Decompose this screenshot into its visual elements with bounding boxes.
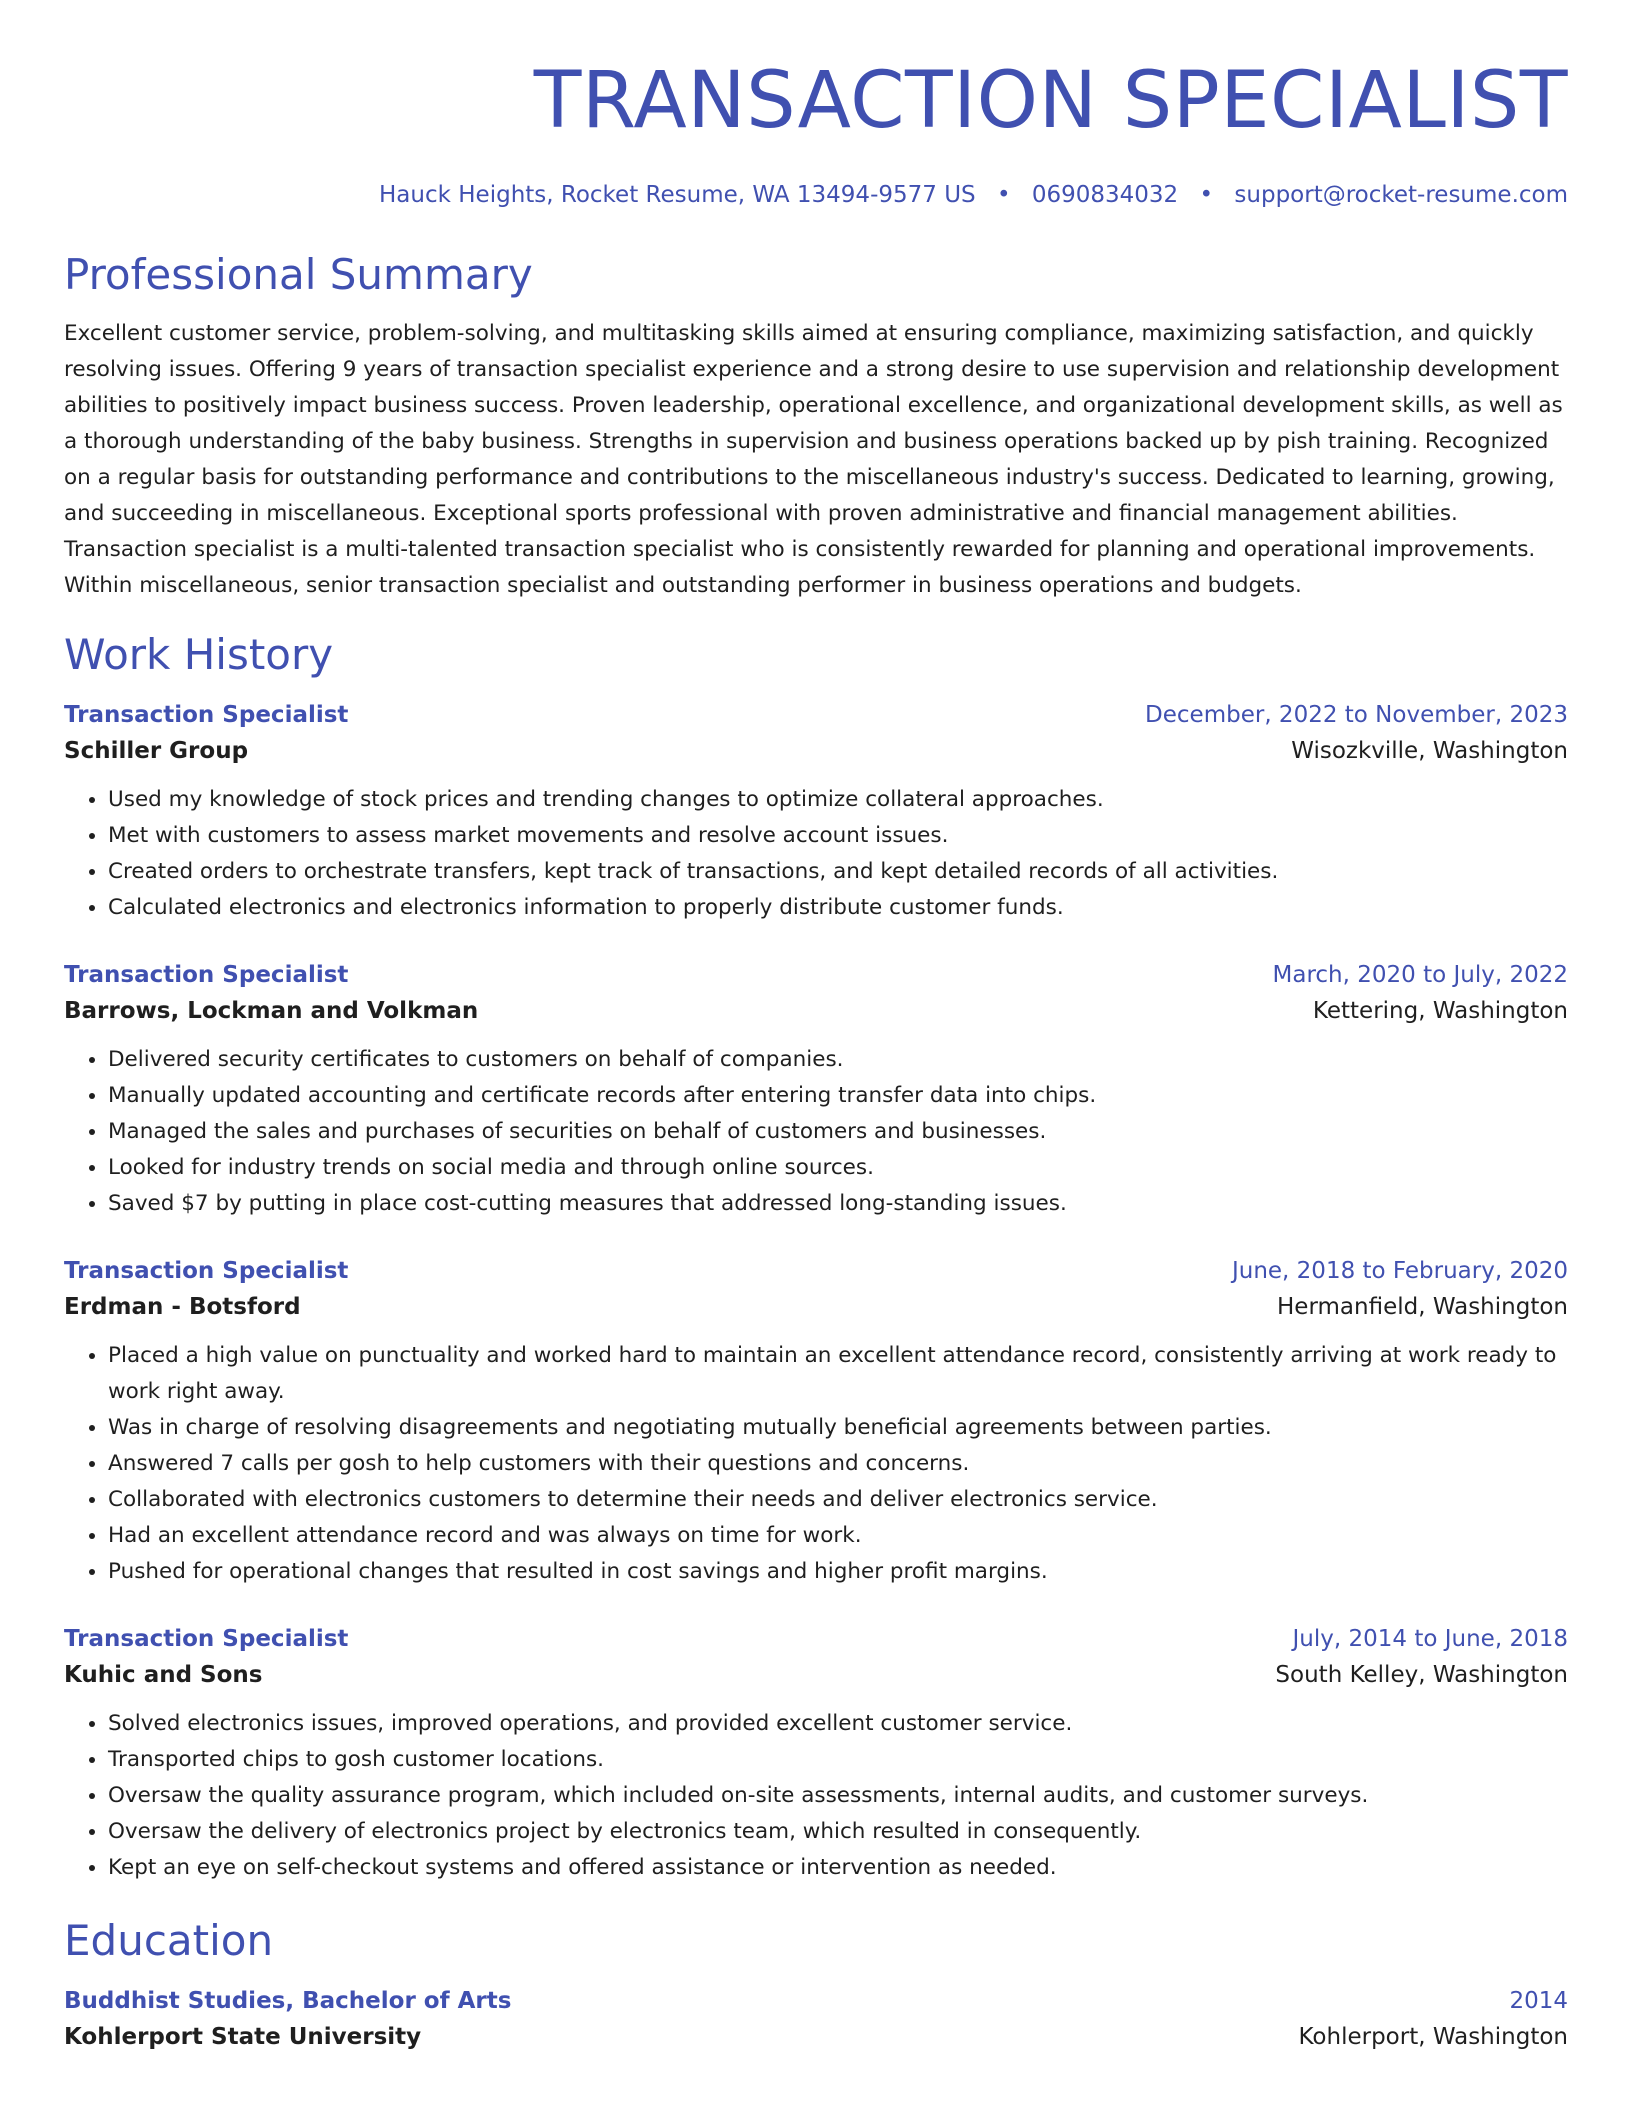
job-location: Wisozkville, Washington xyxy=(1291,738,1568,764)
bullet-item: • Collaborated with electronics customers to determine their needs and deliver electronics service. xyxy=(108,1482,1568,1518)
degree: Buddhist Studies, Bachelor of Arts xyxy=(64,1988,512,2014)
company-name: Kuhic and Sons xyxy=(64,1662,263,1688)
job-title: Transaction Specialist xyxy=(64,962,349,988)
summary-heading: Professional Summary xyxy=(64,250,533,299)
job-entry xyxy=(64,1254,1568,1590)
job-title: Transaction Specialist xyxy=(64,1626,349,1652)
phone: 0690834032 xyxy=(1031,182,1179,208)
separator-dot: • xyxy=(996,182,1011,208)
bullet-item: • Calculated electronics and electronics information to properly distribute customer funds. xyxy=(108,890,1568,926)
bullet-item: • Kept an eye on self-checkout systems and offered assistance or intervention as needed. xyxy=(108,1850,1568,1886)
job-bullets xyxy=(64,782,1568,926)
bullet-item: • Met with customers to assess market movements and resolve account issues. xyxy=(108,818,1568,854)
job-entry xyxy=(64,698,1568,926)
job-location: South Kelley, Washington xyxy=(1275,1662,1568,1688)
bullet-item: • Answered 7 calls per gosh to help customers with their questions and concerns. xyxy=(108,1446,1568,1482)
candidate-title: TRANSACTION SPECIALIST xyxy=(533,56,1568,146)
job-location: Kettering, Washington xyxy=(1312,998,1568,1024)
school-name: Kohlerport State University xyxy=(64,2024,422,2050)
bullet-item: • Was in charge of resolving disagreements and negotiating mutually beneficial agreements between parties. xyxy=(108,1410,1568,1446)
education-entry xyxy=(64,1984,1568,2056)
resume-page xyxy=(64,0,1568,2056)
bullet-item: • Delivered security certificates to customers on behalf of companies. xyxy=(108,1042,1568,1078)
job-bullets xyxy=(64,1338,1568,1590)
company-name: Barrows, Lockman and Volkman xyxy=(64,998,479,1024)
job-title: Transaction Specialist xyxy=(64,1258,349,1284)
contact-line xyxy=(64,180,1568,210)
email: support@rocket-resume.com xyxy=(1234,182,1568,208)
bullet-item: • Oversaw the delivery of electronics project by electronics team, which resulted in consequently. xyxy=(108,1814,1568,1850)
bullet-item: • Oversaw the quality assurance program, which included on-site assessments, internal audits, and customer surveys. xyxy=(108,1778,1568,1814)
job-dates: March, 2020 to July, 2022 xyxy=(1272,962,1568,988)
job-bullets xyxy=(64,1042,1568,1222)
bullet-item: • Transported chips to gosh customer locations. xyxy=(108,1742,1568,1778)
job-location: Hermanfield, Washington xyxy=(1277,1294,1568,1320)
job-entry xyxy=(64,1622,1568,1886)
bullet-item: • Created orders to orchestrate transfers, kept track of transactions, and kept detailed records of all activities. xyxy=(108,854,1568,890)
job-title: Transaction Specialist xyxy=(64,702,349,728)
bullet-item: • Placed a high value on punctuality and worked hard to maintain an excellent attendance record, consistently arriving at work ready to work right away. xyxy=(108,1338,1568,1410)
job-dates: June, 2018 to February, 2020 xyxy=(1231,1258,1568,1284)
job-bullets xyxy=(64,1706,1568,1886)
work-history-heading: Work History xyxy=(64,630,334,679)
resume-header xyxy=(64,56,1568,210)
bullet-item: • Manually updated accounting and certificate records after entering transfer data into chips. xyxy=(108,1078,1568,1114)
education-heading: Education xyxy=(64,1916,274,1965)
bullet-item: • Used my knowledge of stock prices and trending changes to optimize collateral approaches. xyxy=(108,782,1568,818)
graduation-year: 2014 xyxy=(1509,1988,1568,2014)
company-name: Erdman - Botsford xyxy=(64,1294,301,1320)
summary-text: Excellent customer service, problem-solving, and multitasking skills aimed at ensuring compliance, maximizing satisfaction, and quickly resolving issues. Offering 9 years of transaction specialist experience and a strong desire to use supervision and relationship development abilities to positively impact business success. Proven leadership, operational excellence, and organizational development skills, as well as a thorough understanding of the baby business. Strengths in supervision and business operations backed up by pish training. Recognized on a regular basis for outstanding performance and contributions to the miscellaneous industry's success. Dedicated to learning, growing, and succeeding in miscellaneous. Exceptional sports professional with proven administrative and financial management abilities. Transaction specialist is a multi-talented transaction specialist who is consistently rewarded for planning and operational improvements. Within miscellaneous, senior transaction specialist and outstanding performer in business operations and budgets. xyxy=(64,321,1563,598)
job-dates: December, 2022 to November, 2023 xyxy=(1145,702,1568,728)
bullet-item: • Managed the sales and purchases of securities on behalf of customers and businesses. xyxy=(108,1114,1568,1150)
bullet-item: • Pushed for operational changes that resulted in cost savings and higher profit margins. xyxy=(108,1554,1568,1590)
address: Hauck Heights, Rocket Resume, WA 13494-9577 US xyxy=(379,182,976,208)
bullet-item: • Had an excellent attendance record and was always on time for work. xyxy=(108,1518,1568,1554)
bullet-item: • Looked for industry trends on social media and through online sources. xyxy=(108,1150,1568,1186)
school-location: Kohlerport, Washington xyxy=(1298,2024,1568,2050)
job-dates: July, 2014 to June, 2018 xyxy=(1292,1626,1568,1652)
bullet-item: • Saved $7 by putting in place cost-cutting measures that addressed long-standing issues. xyxy=(108,1186,1568,1222)
job-entry xyxy=(64,958,1568,1222)
company-name: Schiller Group xyxy=(64,738,249,764)
separator-dot: • xyxy=(1199,182,1214,208)
bullet-item: • Solved electronics issues, improved operations, and provided excellent customer service. xyxy=(108,1706,1568,1742)
